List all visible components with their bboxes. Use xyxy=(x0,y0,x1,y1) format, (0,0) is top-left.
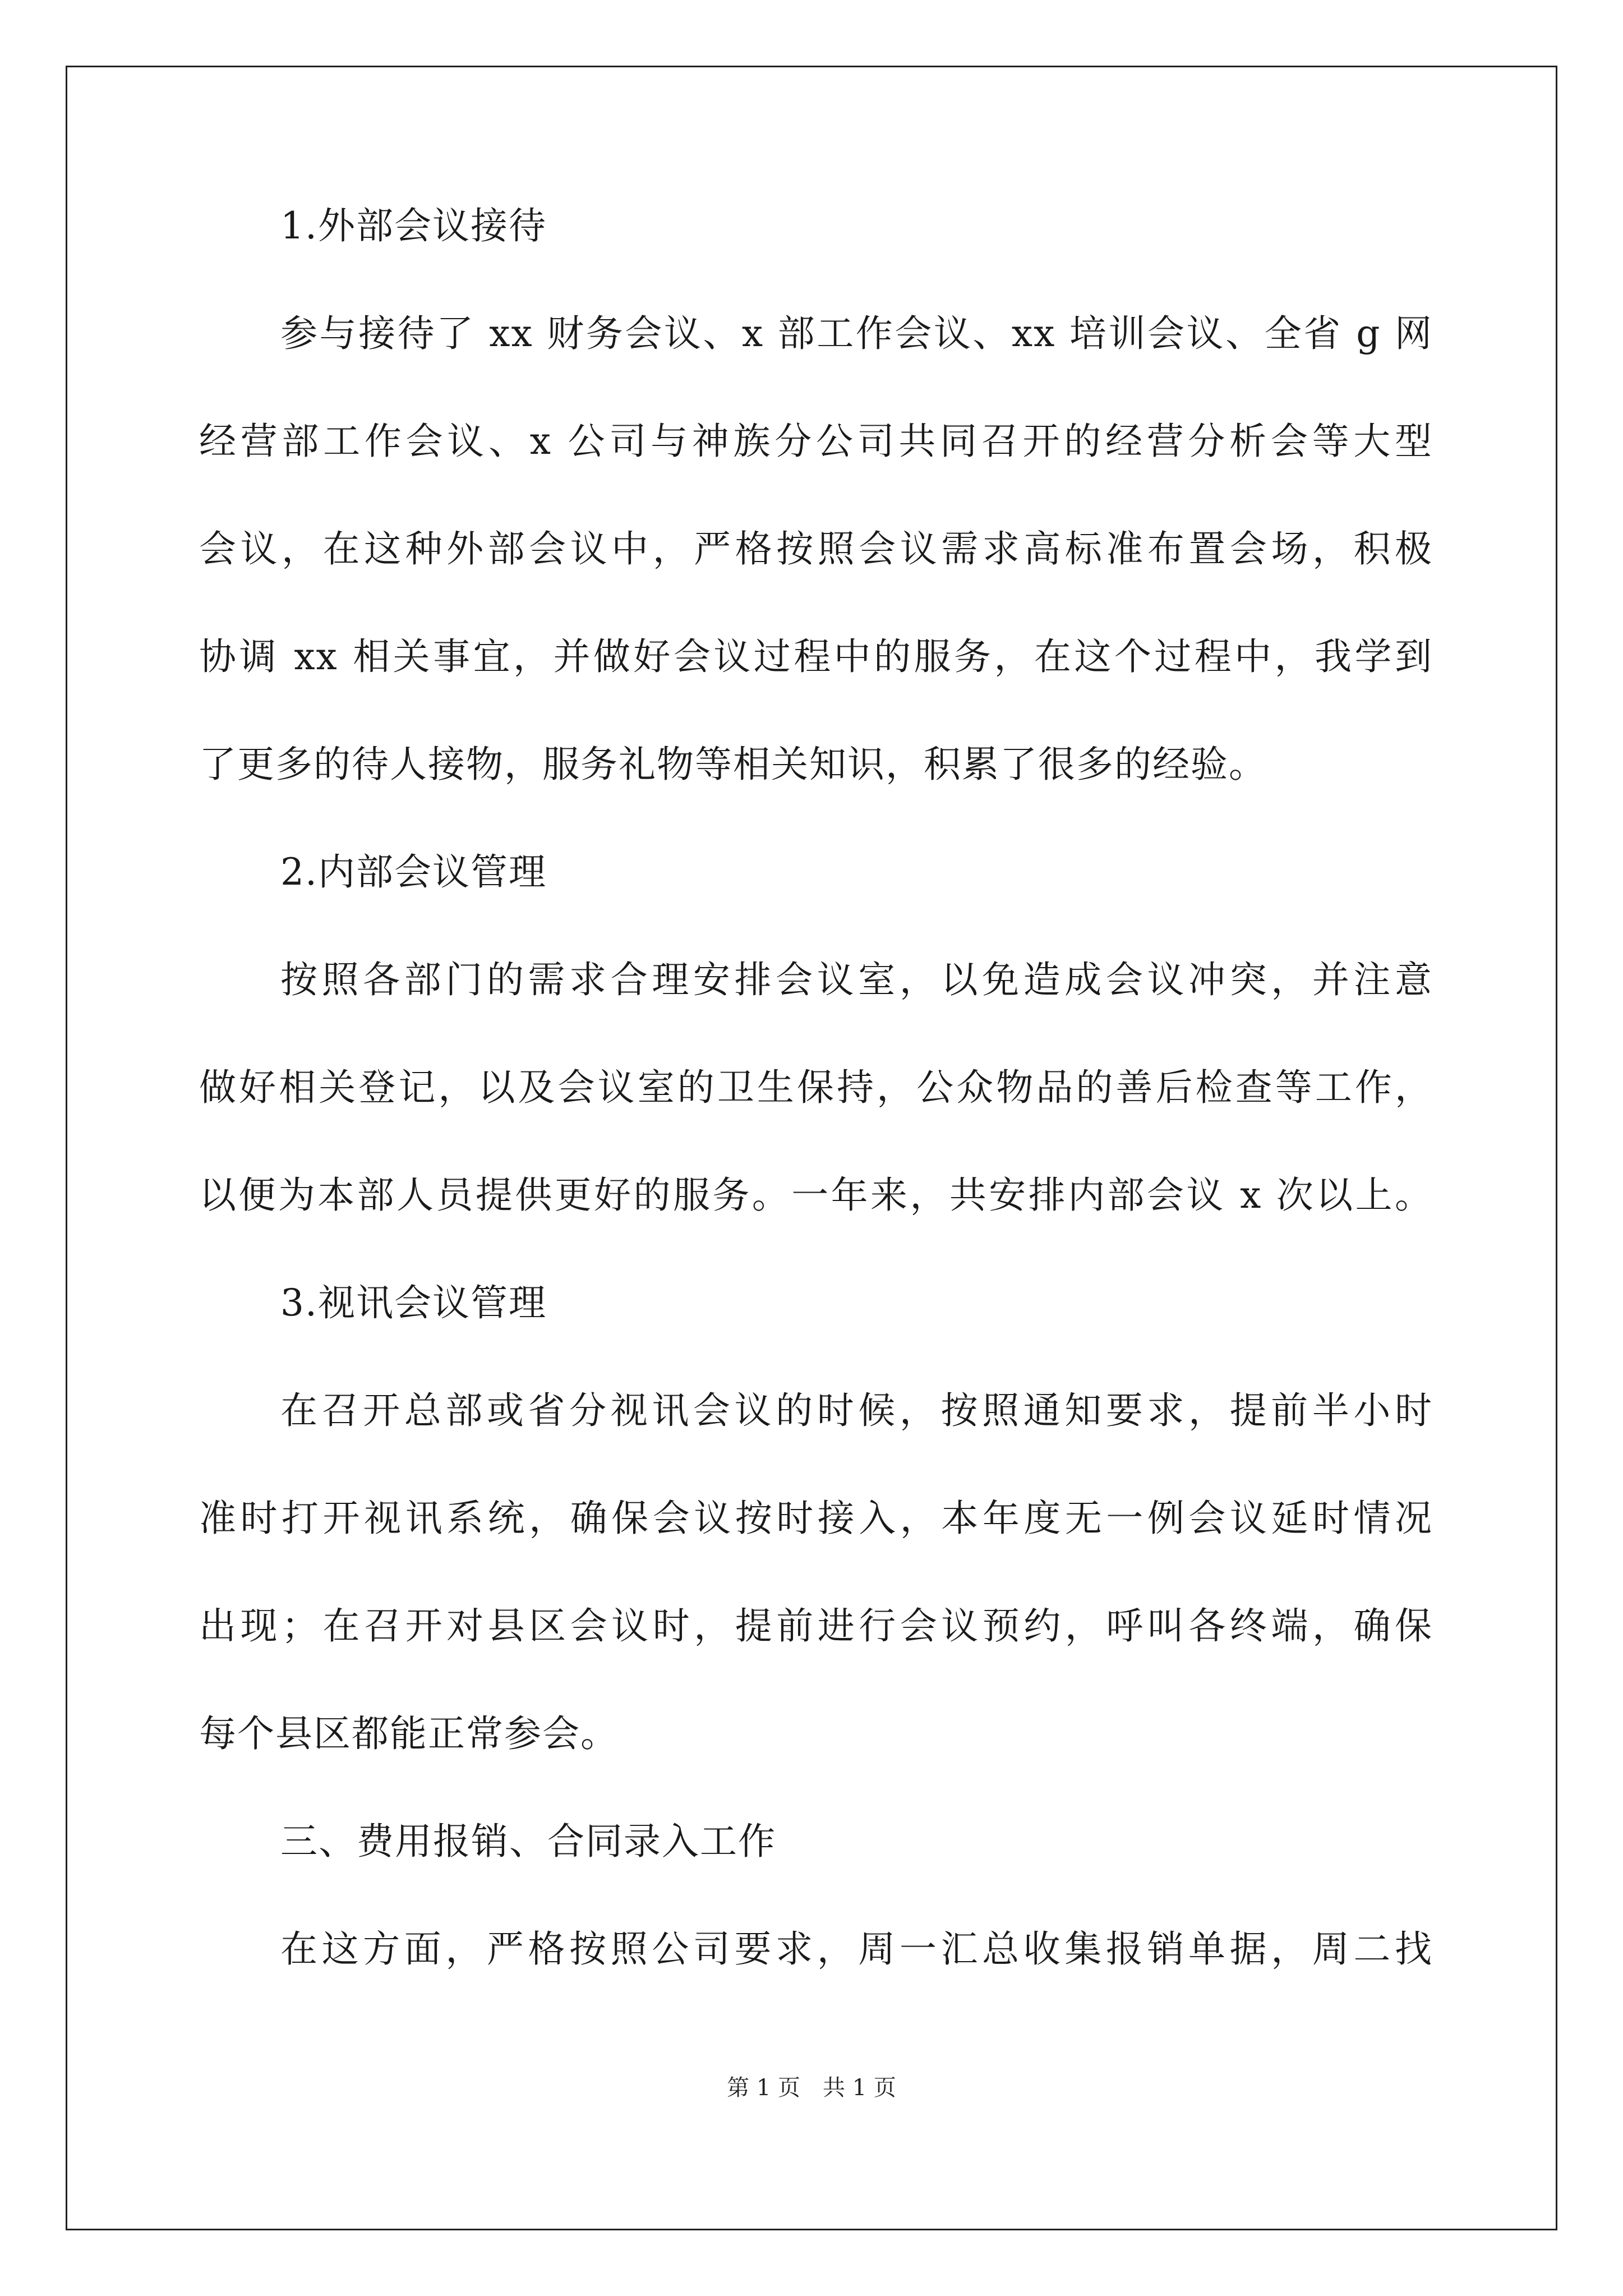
heading-video-meeting: 3.视讯会议管理 xyxy=(280,1281,547,1324)
document-body xyxy=(199,204,1433,2039)
paragraph-line: 经营部工作会议、x 公司与神族分公司共同召开的经营分析会等大型 xyxy=(199,420,1433,463)
paragraph-line: 会议，在这种外部会议中，严格按照会议需求高标准布置会场，积极 xyxy=(199,527,1433,570)
page-number: 第 1 页 共 1 页 xyxy=(727,2075,896,2101)
paragraph-line: 在这方面，严格按照公司要求，周一汇总收集报销单据，周二找 xyxy=(280,1927,1433,1971)
paragraph-line: 按照各部门的需求合理安排会议室，以免造成会议冲突，并注意 xyxy=(280,958,1433,1001)
paragraph-line: 以便为本部人员提供更好的服务。一年来，共安排内部会议 x 次以上。 xyxy=(199,1174,1433,1217)
heading-internal-meeting: 2.内部会议管理 xyxy=(280,850,547,894)
heading-expense-contract: 三、费用报销、合同录入工作 xyxy=(280,1820,776,1863)
paragraph-line: 准时打开视讯系统，确保会议按时接入，本年度无一例会议延时情况 xyxy=(199,1497,1433,1540)
paragraph-line: 出现；在召开对县区会议时，提前进行会议预约，呼叫各终端，确保 xyxy=(199,1604,1433,1648)
paragraph-line: 参与接待了 xx 财务会议、x 部工作会议、xx 培训会议、全省 g 网 xyxy=(280,312,1433,355)
paragraph-line: 每个县区都能正常参会。 xyxy=(199,1712,619,1755)
paragraph-line: 协调 xx 相关事宜，并做好会议过程中的服务，在这个过程中，我学到 xyxy=(199,635,1433,678)
paragraph-line: 了更多的待人接物，服务礼物等相关知识，积累了很多的经验。 xyxy=(199,743,1267,786)
paragraph-line: 做好相关登记，以及会议室的卫生保持，公众物品的善后检查等工作， xyxy=(199,1066,1433,1109)
heading-external-meeting: 1.外部会议接待 xyxy=(280,204,547,247)
paragraph-line: 在召开总部或省分视讯会议的时候，按照通知要求，提前半小时 xyxy=(280,1389,1433,1432)
